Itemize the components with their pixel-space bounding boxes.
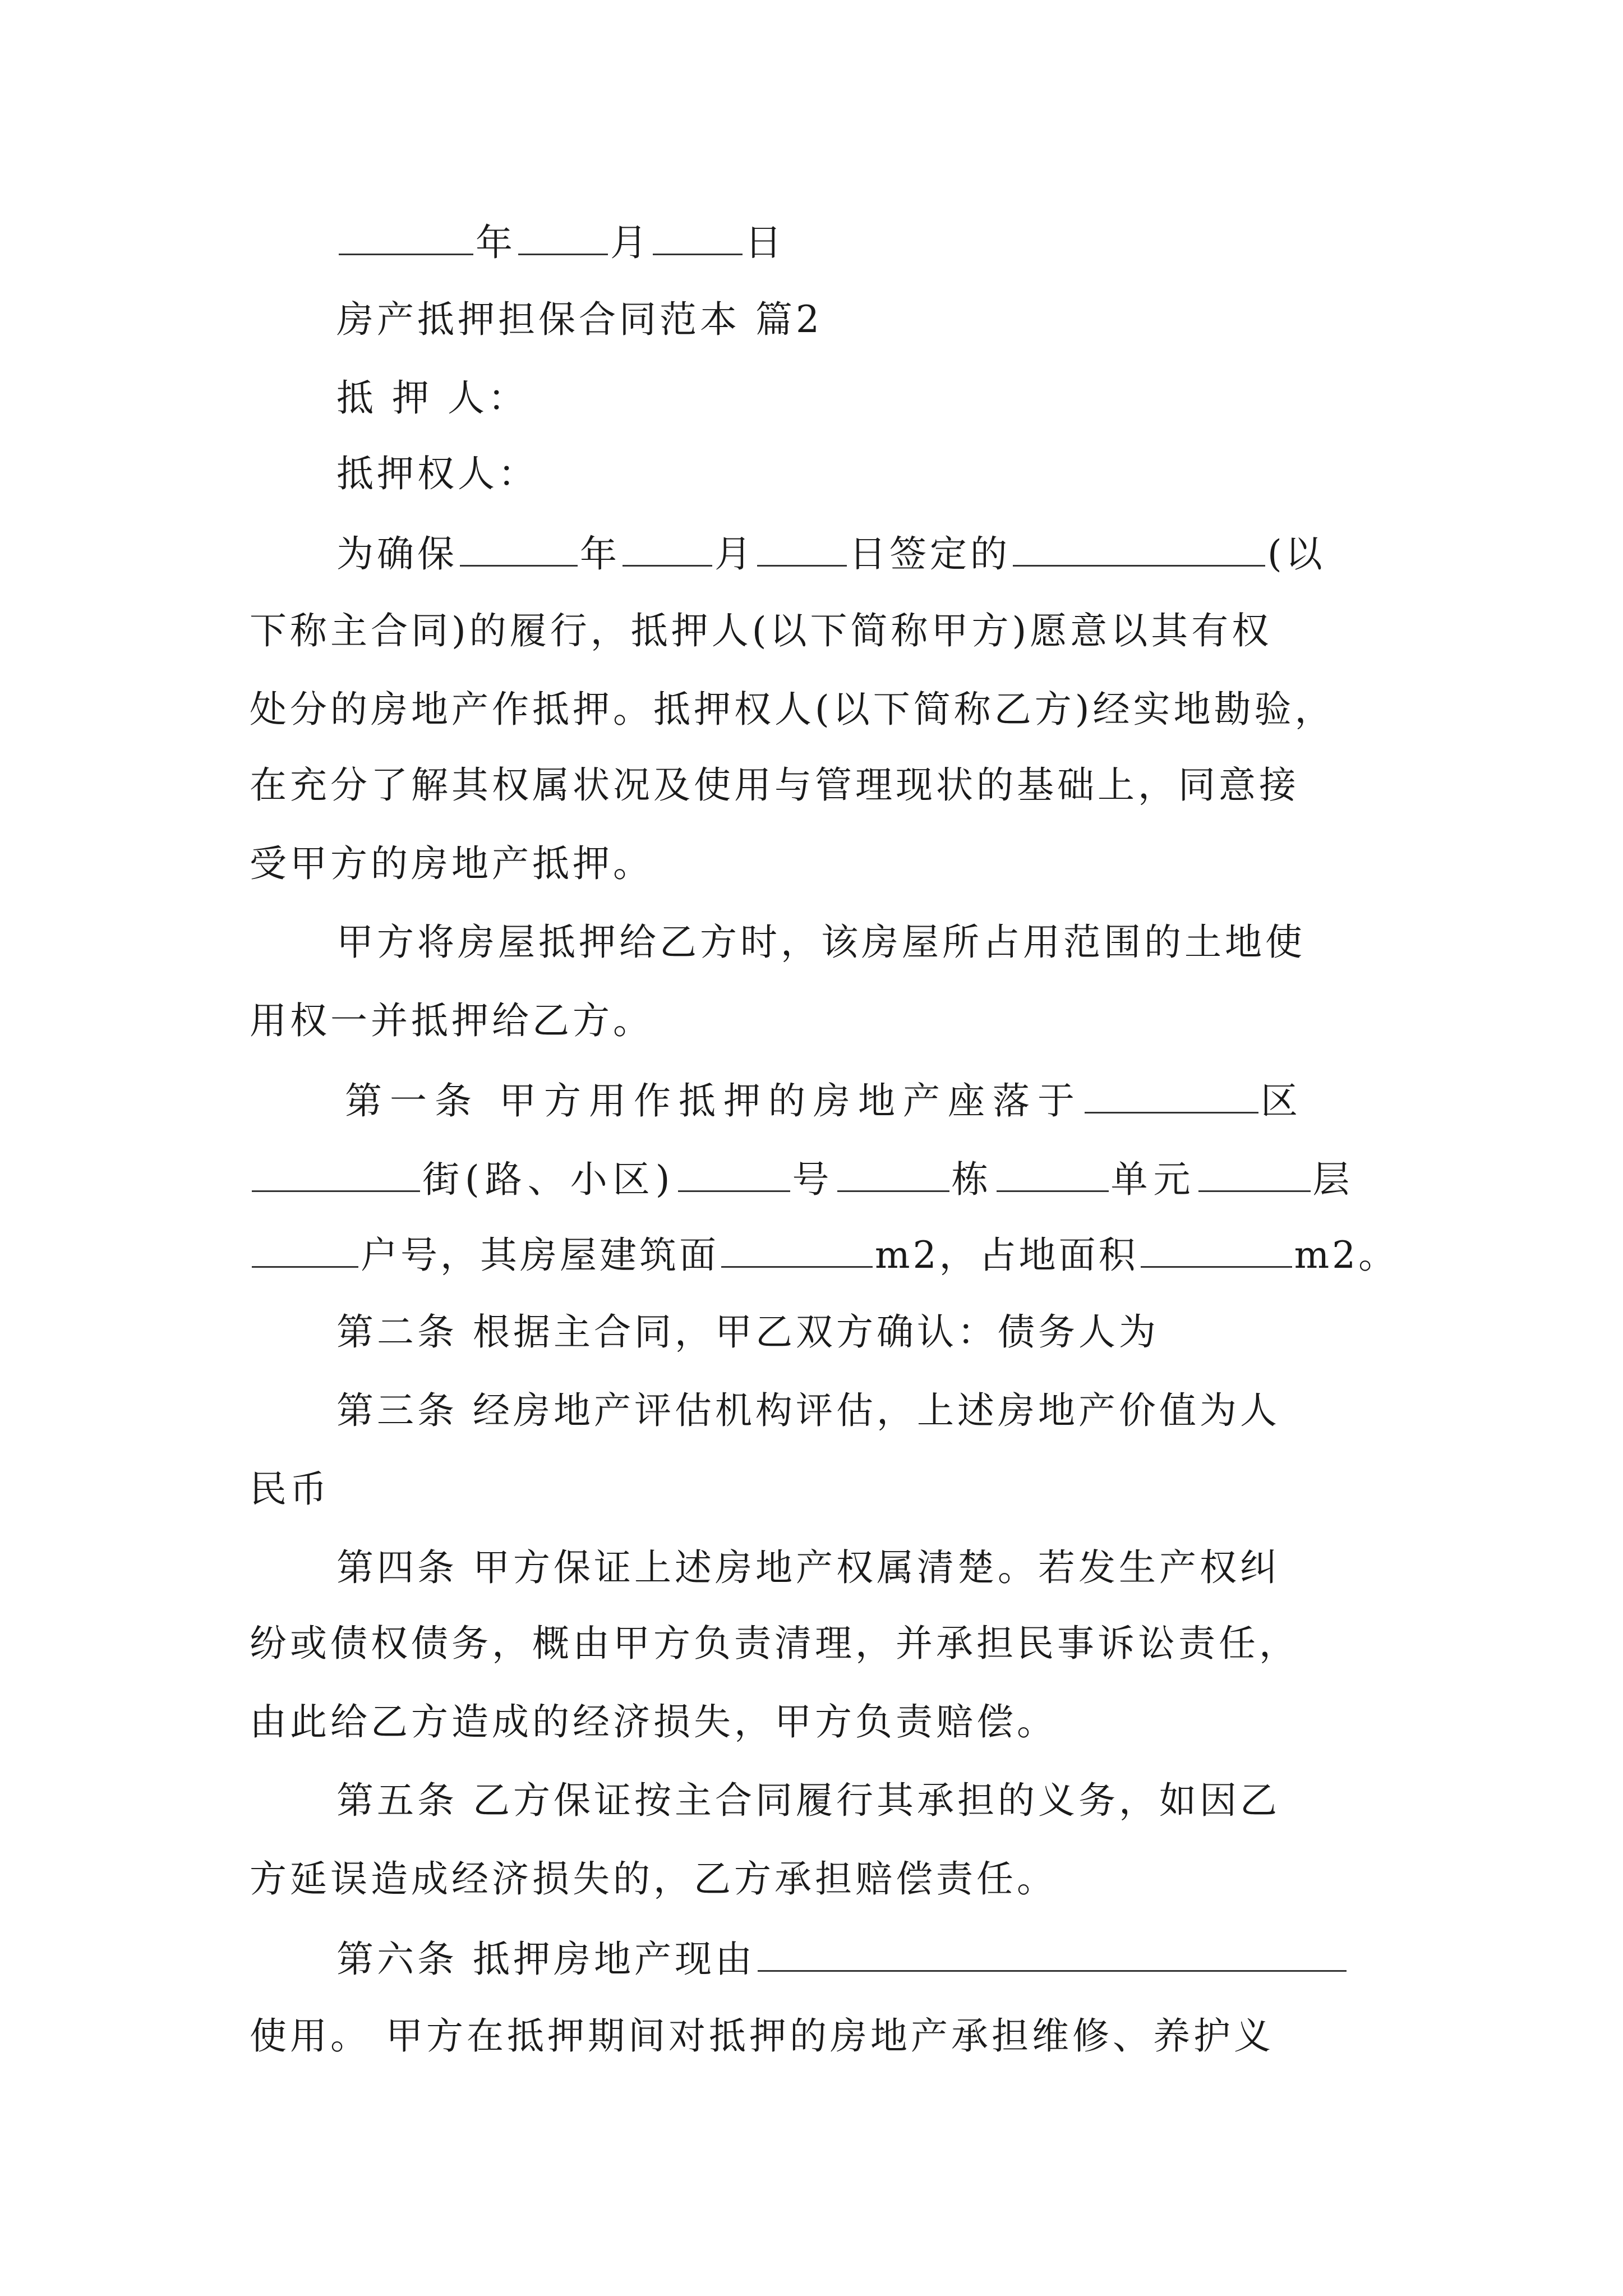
year-blank (339, 219, 473, 255)
district-blank (1085, 1077, 1258, 1114)
text-segment: 日签定的 (849, 532, 1011, 576)
contract-name-blank (1013, 530, 1265, 567)
article-2-line: 第二条 根据主合同，甲乙双方确认：债务人为 (336, 1310, 1159, 1354)
year-label: 年 (476, 221, 516, 264)
text-segment: 街(路、小区) (422, 1158, 676, 1201)
article-3-line: 民币 (250, 1467, 330, 1511)
paragraph-line: 在充分了解其权属状况及使用与管理现状的基础上，同意接 (250, 763, 1299, 807)
building-area-blank (721, 1231, 873, 1268)
mortgagee-label: 抵押权人： (336, 452, 538, 495)
text-segment: 为确保 (336, 532, 458, 576)
number-blank (678, 1156, 790, 1192)
contract-title: 房产抵押担保合同范本 篇2 (336, 298, 823, 341)
day-blank (653, 219, 743, 255)
text-segment: m2。 (1294, 1234, 1399, 1277)
paragraph-line: 处分的房地产作抵押。抵押权人(以下简称乙方)经实地勘验， (250, 688, 1335, 731)
day-blank (757, 530, 847, 567)
text-segment: 栋 (951, 1158, 994, 1201)
floor-blank (1198, 1156, 1311, 1192)
article-4-line: 第四条 甲方保证上述房地产权属清楚。若发生产权纠 (336, 1546, 1280, 1589)
unit-blank (997, 1156, 1109, 1192)
paragraph-line: 用权一并抵押给乙方。 (250, 999, 653, 1042)
text-segment: 区 (1260, 1079, 1306, 1122)
paragraph-line: 甲方将房屋抵押给乙方时，该房屋所占用范围的土地使 (336, 921, 1306, 964)
month-blank (518, 219, 608, 255)
article-1-line (250, 1156, 1355, 1202)
text-segment: 第六条 抵押房地产现由 (336, 1938, 755, 1981)
paragraph-line: 下称主合同)的履行，抵押人(以下简称甲方)愿意以其有权 (250, 609, 1272, 652)
article-3-line: 第三条 经房地产评估机构评估，上述房地产价值为人 (336, 1389, 1280, 1432)
text-segment: 年 (580, 532, 620, 576)
article-6-line (336, 1935, 1349, 1982)
user-blank (758, 1935, 1347, 1972)
room-blank (252, 1231, 358, 1268)
text-segment: 户号，其房屋建筑面 (361, 1234, 719, 1277)
month-label: 月 (610, 221, 651, 264)
street-blank (252, 1156, 420, 1192)
day-label: 日 (745, 221, 785, 264)
article-1-line (250, 1231, 1398, 1278)
text-segment: 单元 (1110, 1158, 1196, 1201)
paragraph-line: 受甲方的房地产抵押。 (250, 842, 653, 885)
paragraph-line (336, 530, 1326, 577)
article-5-line: 方延误造成经济损失的，乙方承担赔偿责任。 (250, 1857, 1057, 1901)
text-segment: 号 (792, 1158, 835, 1201)
article-1-line (345, 1077, 1306, 1124)
month-blank (623, 530, 712, 567)
text-segment: m2，占地面积 (875, 1234, 1138, 1277)
mortgagor-label: 抵 押 人： (336, 376, 528, 420)
text-segment: 第一条 甲方用作抵押的房地产座落于 (345, 1079, 1082, 1122)
date-line (336, 219, 785, 265)
article-4-line: 由此给乙方造成的经济损失，甲方负责赔偿。 (250, 1700, 1057, 1743)
text-segment: (以 (1267, 532, 1326, 576)
building-blank (837, 1156, 949, 1192)
article-5-line: 第五条 乙方保证按主合同履行其承担的义务，如因乙 (336, 1779, 1280, 1822)
article-4-line: 纷或债权债务，概由甲方负责清理，并承担民事诉讼责任， (250, 1622, 1299, 1665)
text-segment: 月 (714, 532, 755, 576)
article-6-line: 使用。 甲方在抵押期间对抵押的房地产承担维修、养护义 (250, 2014, 1274, 2058)
land-area-blank (1141, 1231, 1292, 1268)
year-blank (460, 530, 578, 567)
text-segment: 层 (1312, 1158, 1355, 1201)
